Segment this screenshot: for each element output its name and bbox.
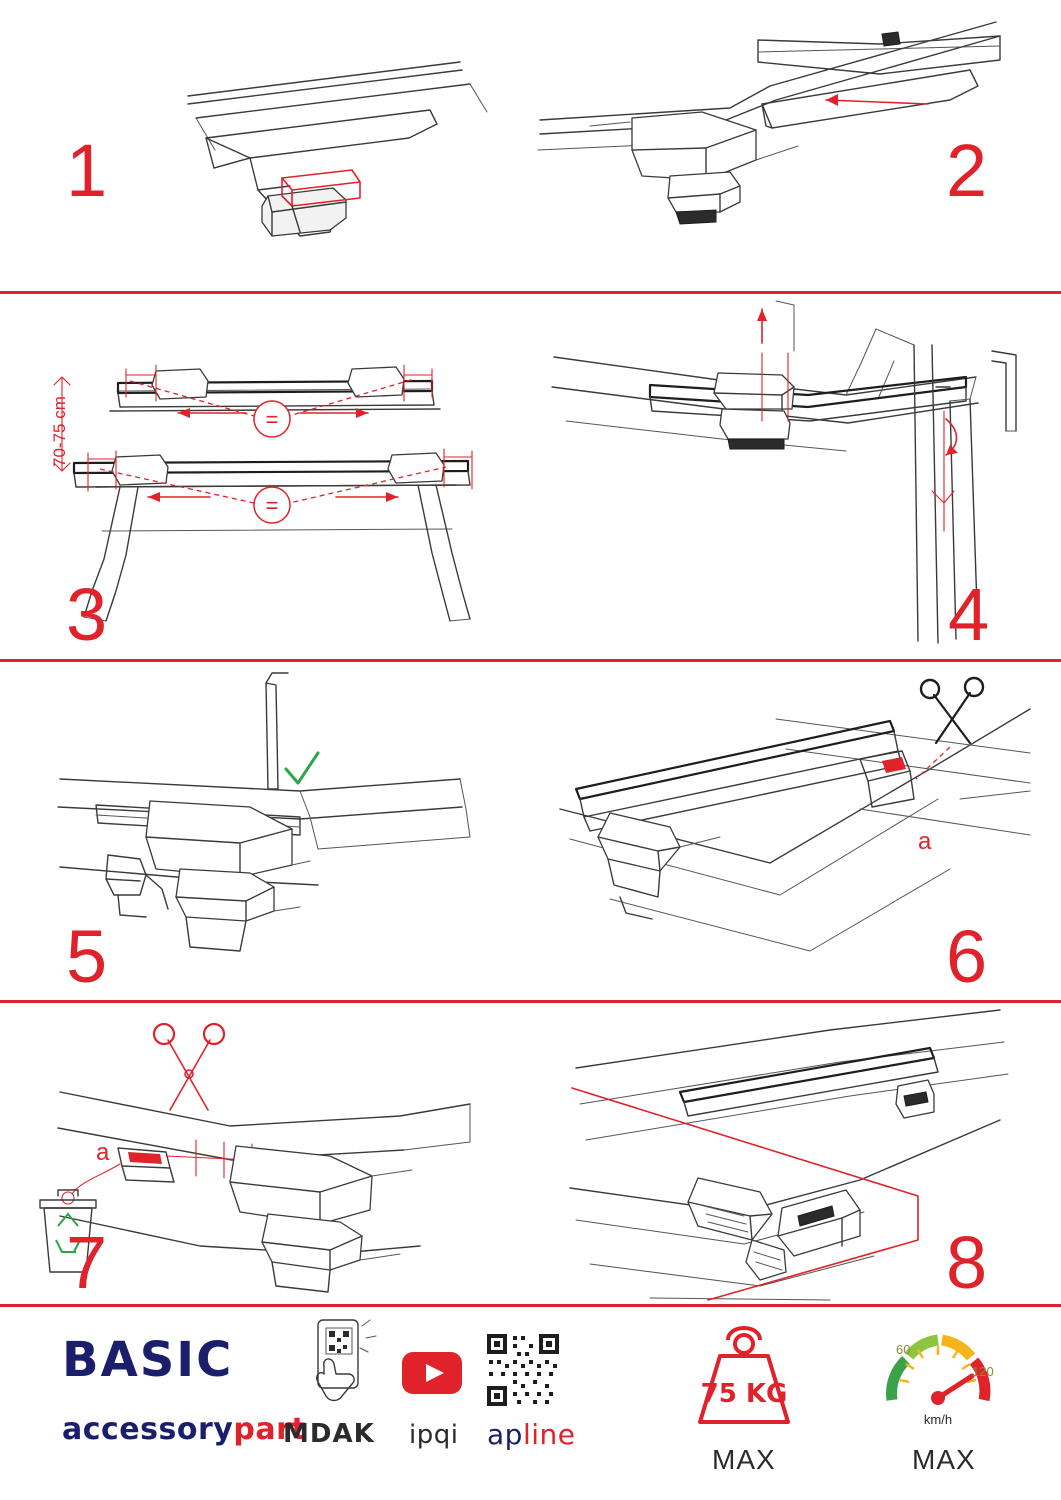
gauge-tick-120: 120 (972, 1364, 994, 1379)
max-load-caption: MAX (712, 1444, 776, 1475)
step-number-7: 7 (66, 1221, 108, 1304)
vehicle-roof-edge (188, 62, 487, 150)
vehicle-roof-line (538, 22, 1000, 150)
rack-foot-side (230, 1146, 372, 1292)
direction-arrow (826, 100, 928, 104)
apline-line: line (522, 1418, 576, 1451)
apline-ap: ap (487, 1418, 523, 1451)
scan-qr-hand-icon (300, 1316, 384, 1412)
step-number-4: 4 (948, 573, 990, 656)
qr-code-icon (485, 1332, 561, 1408)
speed-unit-label: km/h (923, 1412, 953, 1427)
step-number-1: 1 (66, 129, 108, 212)
step-number-5: 5 (66, 915, 108, 998)
footer (0, 1304, 1061, 1500)
cut-guide-line (916, 747, 950, 779)
scissors-icon (154, 1024, 224, 1110)
foot-clamp (632, 112, 756, 224)
equal-mark-top: = (265, 407, 279, 432)
scissors-icon (921, 678, 983, 743)
part-label-a-step7: a (96, 1139, 110, 1166)
rear-feet (112, 453, 444, 485)
max-load-value: 75 KG (700, 1379, 788, 1409)
trim-strip-cut-end (860, 751, 914, 807)
max-speed-caption: MAX (912, 1444, 976, 1475)
rack-foot (714, 373, 794, 449)
part-label-a-step6: a (918, 828, 932, 855)
step-number-3: 3 (66, 573, 108, 656)
allen-key-detail (876, 329, 1016, 643)
gauge-tick-60: 60 (896, 1342, 911, 1357)
step-number-6: 6 (946, 915, 988, 998)
brand-basic: BASIC (62, 1332, 234, 1388)
rack-foot-front (688, 1178, 772, 1240)
rack-foot-perspective (598, 813, 680, 919)
allen-key (266, 673, 288, 789)
end-cap (896, 1080, 934, 1118)
brand-accessorypart (62, 1412, 306, 1447)
brand-part-text: part (233, 1412, 307, 1447)
partner-mdak-label: MDAK (283, 1419, 375, 1449)
step-number-2: 2 (946, 129, 988, 212)
brand-accessory-text: accessory (62, 1412, 234, 1447)
max-load-icon (684, 1316, 804, 1432)
equal-mark-bottom: = (265, 493, 279, 518)
clamp-bracket (262, 188, 346, 236)
youtube-icon[interactable] (402, 1352, 462, 1396)
crossbar-distance-label: 70-75 cm (50, 396, 69, 467)
check-mark (286, 753, 318, 783)
roof-bar (758, 32, 1000, 74)
step-number-8: 8 (946, 1221, 988, 1304)
partner-apline-label (487, 1418, 575, 1451)
partner-ipqi-label: ipqi (409, 1420, 459, 1450)
crossbar-profile (650, 377, 966, 421)
max-speed-icon (876, 1314, 1000, 1434)
